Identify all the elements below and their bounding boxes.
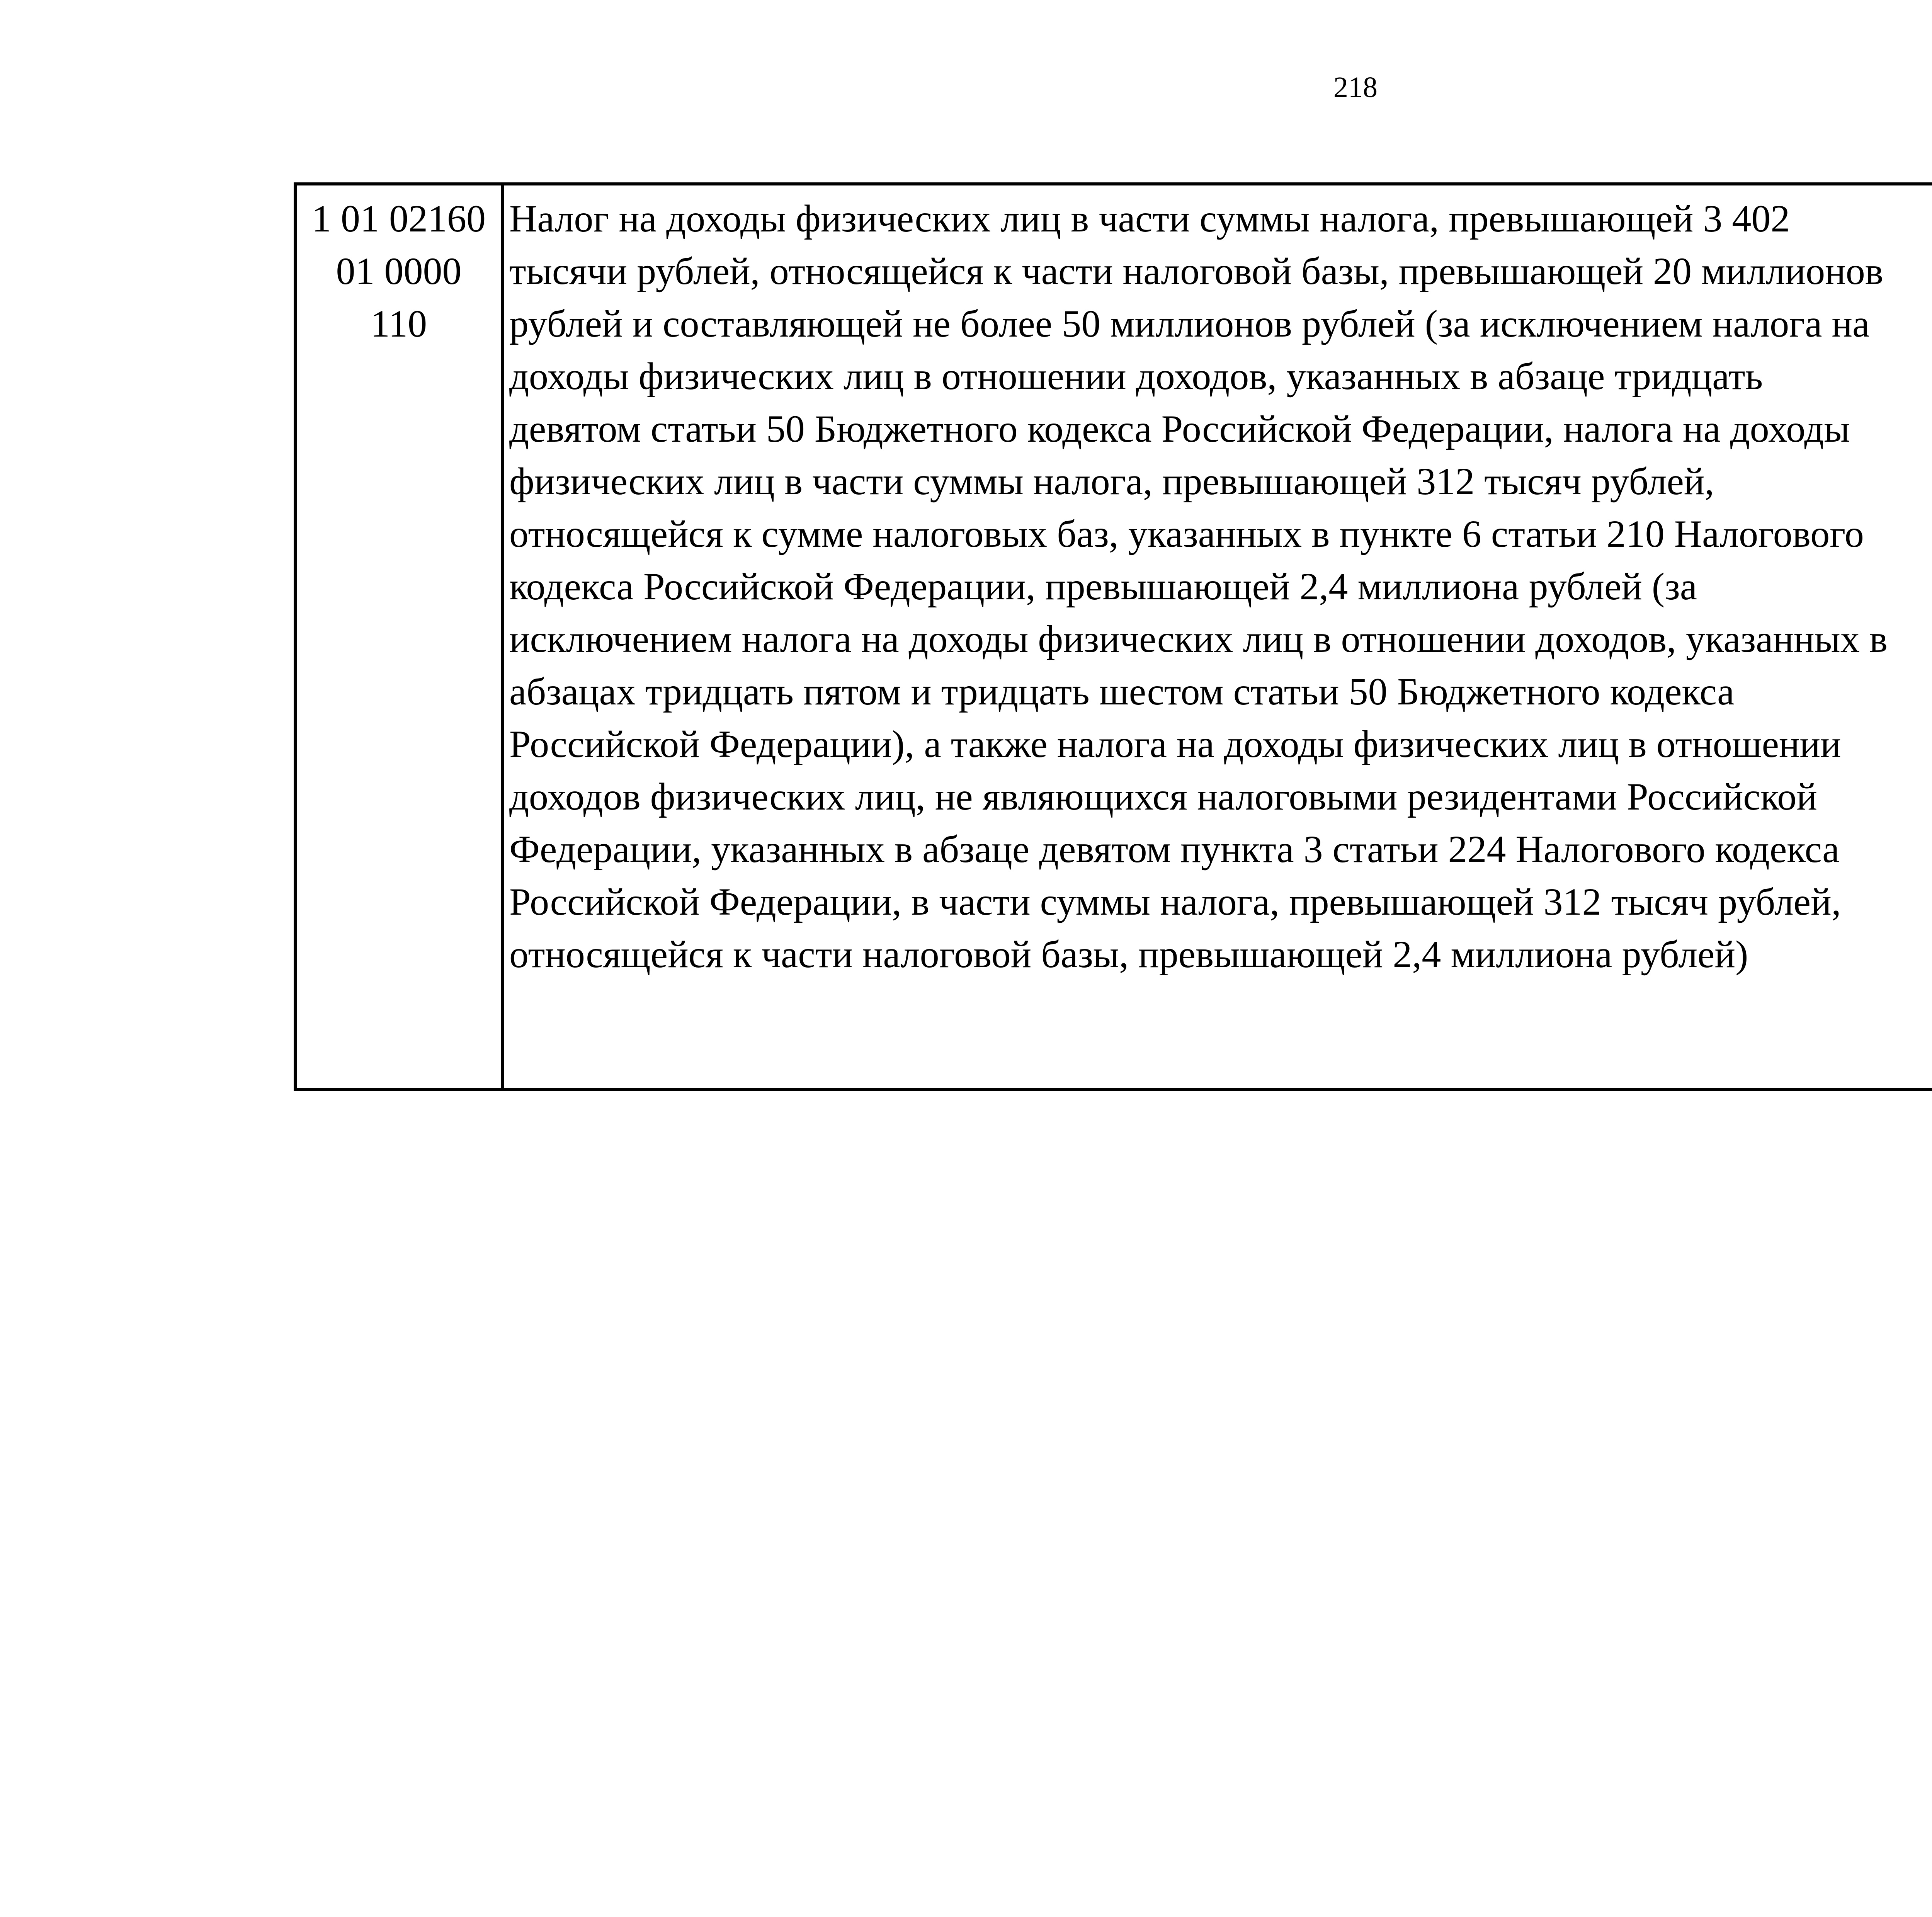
table-row <box>295 184 1932 1090</box>
description-line: девятом статьи 50 Бюджетного кодекса Российской Федерации, налога на доходы <box>509 407 1850 450</box>
description-line: доходы физических лиц в отношении доходов, указанных в абзаце тридцать <box>509 355 1763 398</box>
description-line: относящейся к части налоговой базы, превышающей 2,4 миллиона рублей) <box>509 933 1748 976</box>
page-number: 218 <box>1333 71 1378 104</box>
classification-code-cell <box>295 184 502 1090</box>
description-line: Налог на доходы физических лиц в части суммы налога, превышающей 3 402 <box>509 197 1790 240</box>
budget-table <box>294 182 1932 1091</box>
classification-code-line: 1 01 02160 <box>312 197 486 240</box>
description-line: физических лиц в части суммы налога, превышающей 312 тысяч рублей, <box>509 460 1714 503</box>
classification-code-line: 110 <box>370 302 427 345</box>
description-line: рублей и составляющей не более 50 миллионов рублей (за исключением налога на <box>509 302 1870 345</box>
description-line: доходов физических лиц, не являющихся налоговыми резидентами Российской <box>509 775 1817 818</box>
description-line: Российской Федерации, в части суммы налога, превышающей 312 тысяч рублей, <box>509 880 1841 923</box>
description-line: кодекса Российской Федерации, превышающей 2,4 миллиона рублей (за <box>509 565 1697 608</box>
description-line: Федерации, указанных в абзаце девятом пункта 3 статьи 224 Налогового кодекса <box>509 828 1840 871</box>
classification-code-line: 01 0000 <box>336 250 462 293</box>
description-line: исключением налога на доходы физических лиц в отношении доходов, указанных в <box>509 617 1888 660</box>
description-line: относящейся к сумме налоговых баз, указанных в пункте 6 статьи 210 Налогового <box>509 512 1864 555</box>
description-line: тысячи рублей, относящейся к части налоговой базы, превышающей 20 миллионов <box>509 250 1883 293</box>
description-line: абзацах тридцать пятом и тридцать шестом статьи 50 Бюджетного кодекса <box>509 670 1735 713</box>
description-line: Российской Федерации), а также налога на доходы физических лиц в отношении <box>509 723 1841 765</box>
revenue-description-cell <box>502 184 1932 1090</box>
